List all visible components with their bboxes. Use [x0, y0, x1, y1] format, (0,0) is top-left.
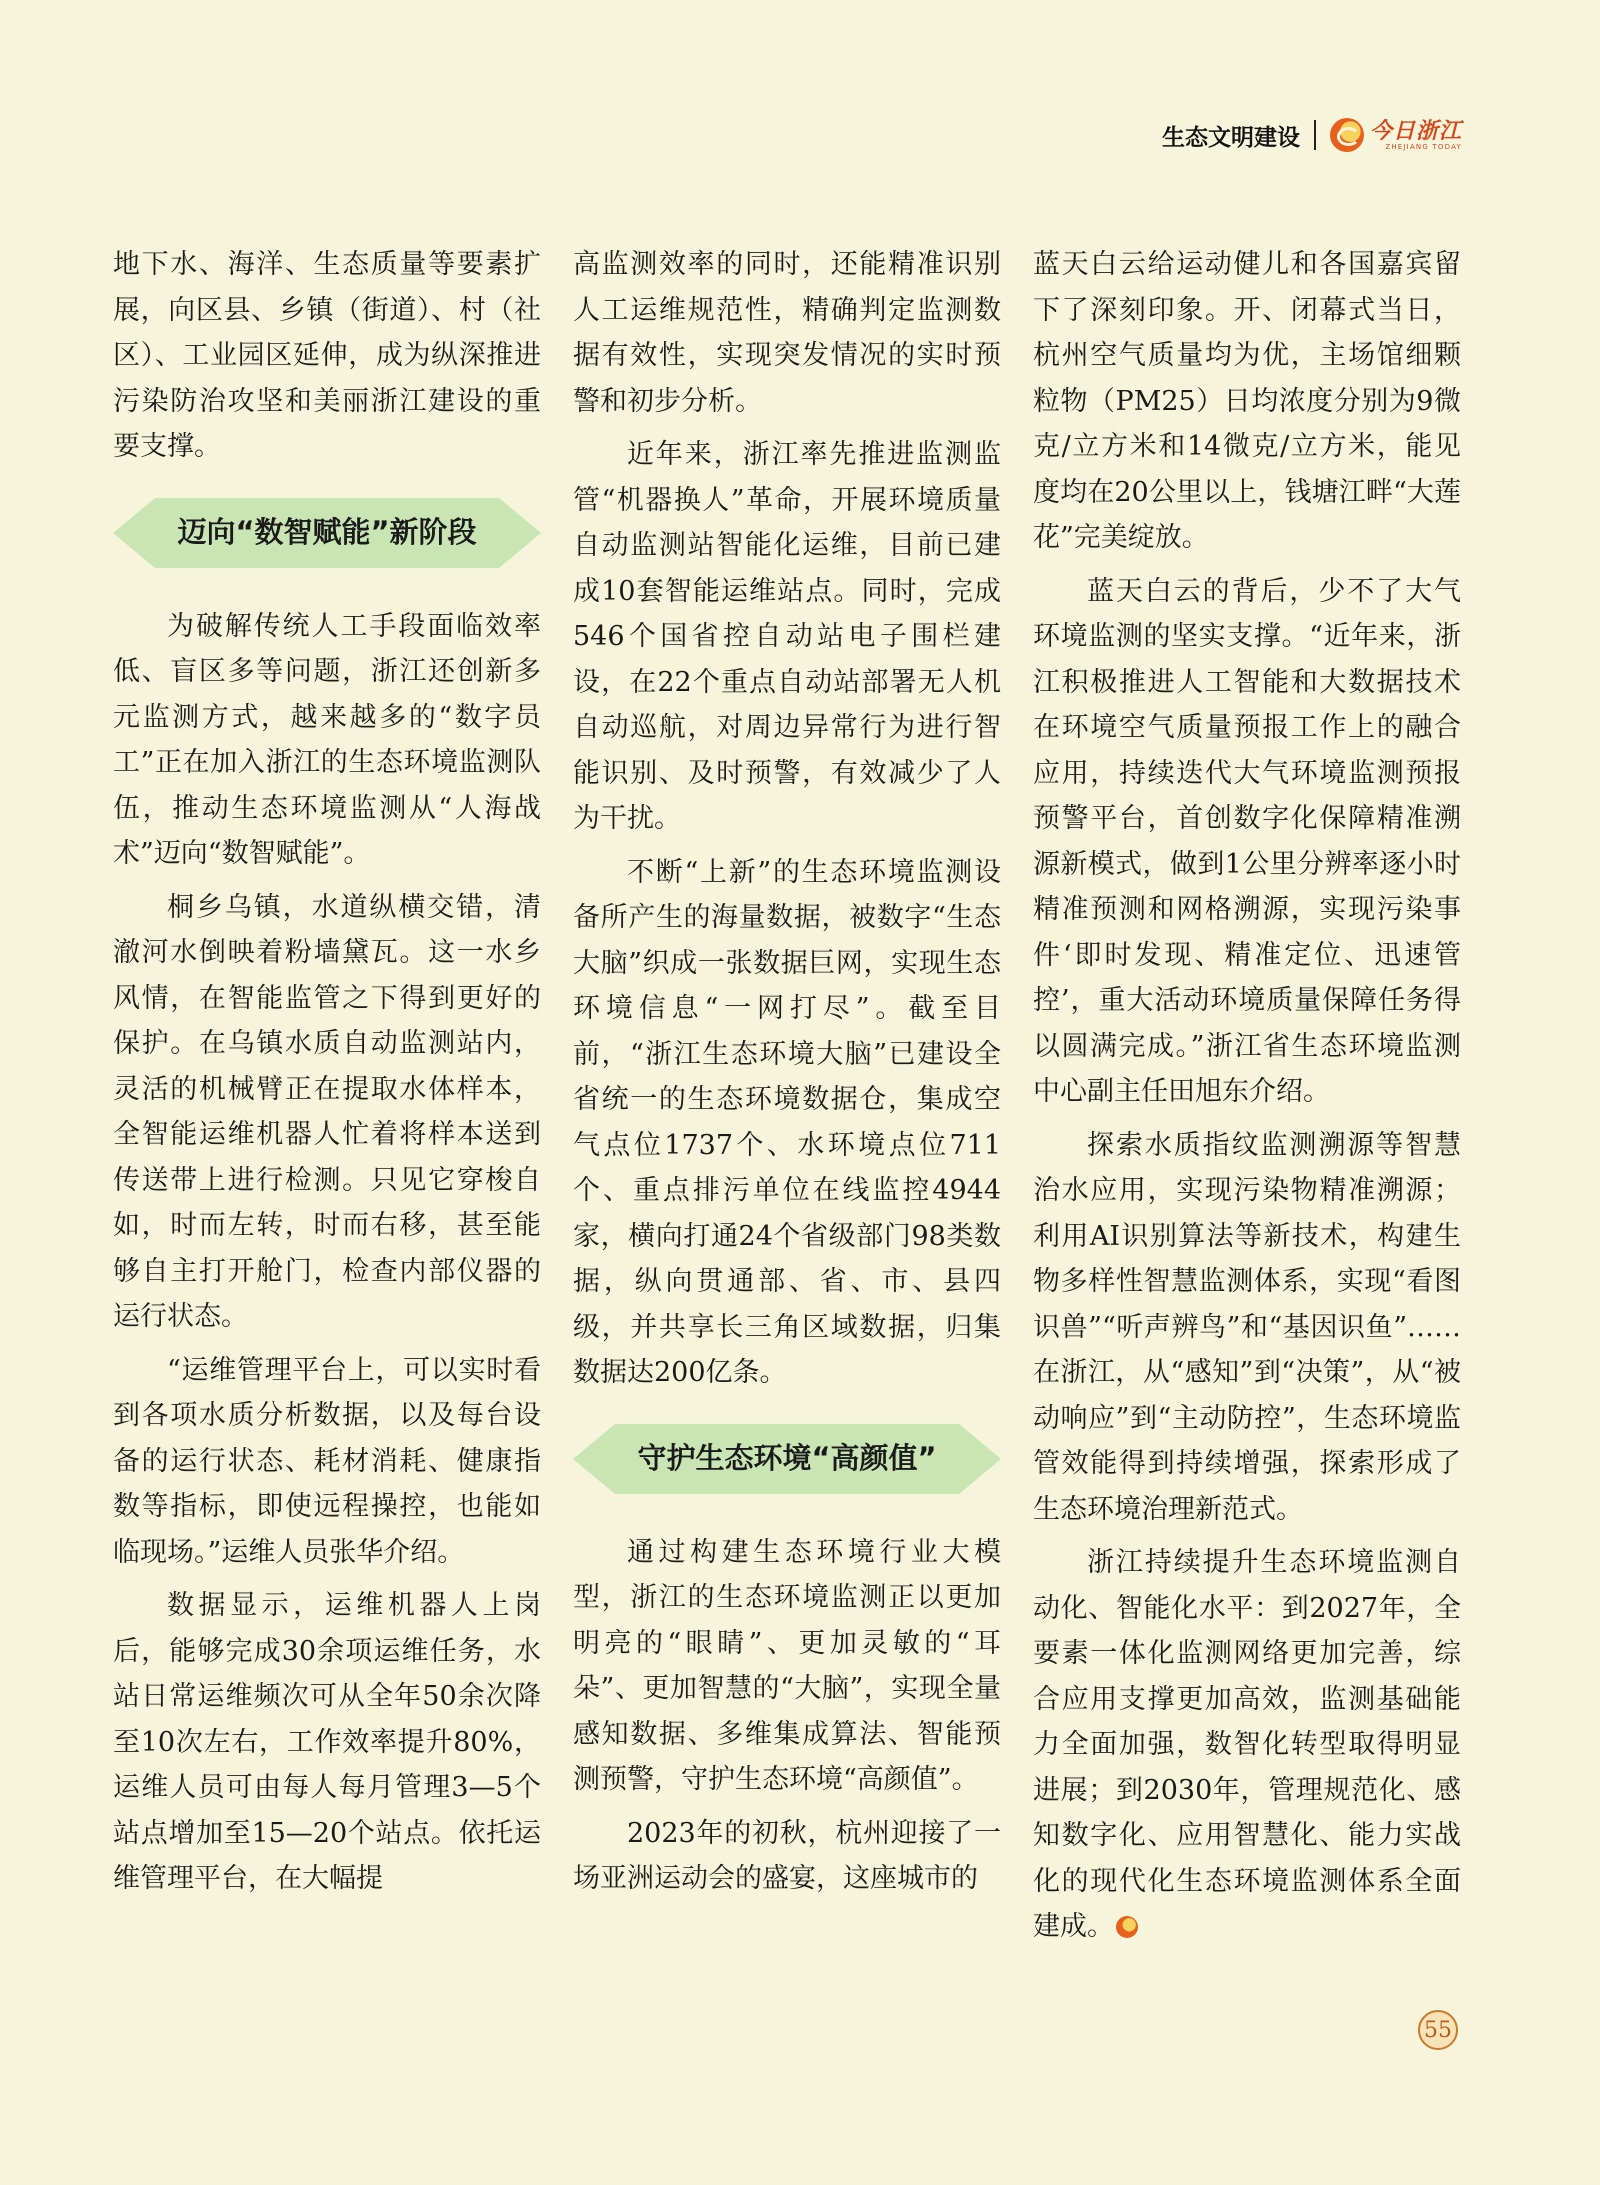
- section-name: 生态文明建设: [1161, 124, 1300, 151]
- paragraph: 近年来，浙江率先推进监测监管“机器换人”革命，开展环境质量自动监测站智能化运维，目前已建成10套智能运维站点。同时，完成546个国省控自动站电子围栏建设，在22个重点自动站部署无人机自动巡航，对周边异常行为进行智能识别、及时预警，有效减少了人为干扰。: [573, 439, 1001, 834]
- brand-name-english: ZHEJIANG TODAY: [1385, 142, 1462, 151]
- paragraph: [1033, 1540, 1461, 1950]
- page-header: [1162, 118, 1462, 152]
- paragraph: 地下水、海洋、生态质量等要素扩展，向区县、乡镇（街道）、村（社区）、工业园区延伸，成为纵深推进污染防治攻坚和美丽浙江建设的重要支撑。: [113, 249, 541, 462]
- paragraph: 蓝天白云的背后，少不了大气环境监测的坚实支撑。“近年来，浙江积极推进人工智能和大数据技术在环境空气质量预报工作上的融合应用，持续迭代大气环境监测预报预警平台，首创数字化保障精准溯源新模式，做到1公里分辨率逐小时精准预测和网格溯源，实现污染事件‘即时发现、精准定位、迅速管控’，重大活动环境质量保障任务得以圆满完成。”浙江省生态环境监测中心副主任田旭东介绍。: [1033, 575, 1461, 1107]
- paragraph: 高监测效率的同时，还能精准识别人工运维规范性，精确判定监测数据有效性，实现突发情况的实时预警和初步分析。: [573, 249, 1001, 417]
- paragraph: “运维管理平台上，可以实时看到各项水质分析数据，以及每台设备的运行状态、耗材消耗、健康指数等指标，即使远程操控，也能如临现场。”运维人员张华介绍。: [113, 1354, 541, 1568]
- paragraph: 不断“上新”的生态环境监测设备所产生的海量数据，被数字“生态大脑”织成一张数据巨网，实现生态环境信息“一网打尽”。截至目前，“浙江生态环境大脑”已建设全省统一的生态环境数据仓，集成空气点位1737个、水环境点位711个、重点排污单位在线监控4944家，横向打通24个省级部门98类数据，纵向贯通部、省、市、县四级，并共享长三角区域数据，归集数据达200亿条。: [573, 856, 1001, 1388]
- paragraph: 为破解传统人工手段面临效率低、盲区多等问题，浙江还创新多元监测方式，越来越多的“数字员工”正在加入浙江的生态环境监测队伍，推动生态环境监测从“人海战术”迈向“数智赋能”。: [113, 610, 541, 869]
- paragraph: 数据显示，运维机器人上岗后，能够完成30余项运维任务，水站日常运维频次可从全年50余次降至10次左右，工作效率提升80%，运维人员可由每人每月管理3—5个站点增加至15—20个站点。依托运维管理平台，在大幅提: [113, 1590, 541, 1894]
- end-mark-icon: [1116, 1916, 1138, 1938]
- section-heading: 迈向“数智赋能”新阶段: [177, 514, 477, 549]
- paragraph: 探索水质指纹监测溯源等智慧治水应用，实现污染物精准溯源；利用AI识别算法等新技术，构建生物多样性智慧监测体系，实现“看图识兽”“听声辨鸟”和“基因识鱼”……在浙江，从“感知”到“决策”，从“被动响应”到“主动防控”，生态环境监管效能得到持续增强，探索形成了生态环境治理新范式。: [1033, 1129, 1461, 1525]
- paragraph: 桐乡乌镇，水道纵横交错，清澈河水倒映着粉墙黛瓦。这一水乡风情，在智能监管之下得到更好的保护。在乌镇水质自动监测站内，灵活的机械臂正在提取水体样本，全智能运维机器人忙着将样本送到传送带上进行检测。只见它穿梭自如，时而左转，时而右移，甚至能够自主打开舱门，检查内部仪器的运行状态。: [113, 891, 541, 1332]
- page-number: 55: [1418, 2010, 1458, 2050]
- header-divider: [1314, 120, 1316, 150]
- paragraph: 通过构建生态环境行业大模型，浙江的生态环境监测正以更加明亮的“眼睛”、更加灵敏的“耳朵”、更加智慧的“大脑”，实现全量感知数据、多维集成算法、智能预测预警，守护生态环境“高颜值”。: [573, 1536, 1001, 1795]
- article-column-2: [573, 242, 1001, 1902]
- article-column-1: [113, 242, 541, 1902]
- section-heading-banner: [113, 498, 541, 568]
- paragraph-text: 浙江持续提升生态环境监测自动化、智能化水平：到2027年，全要素一体化监测网络更加完善，综合应用支撑更加高效，监测基础能力全面加强，数智化转型取得明显进展；到2030年，管理规范化、感知数字化、应用智慧化、能力实战化的现代化生态环境监测体系全面建成。: [1033, 1547, 1461, 1942]
- section-heading-banner: [573, 1424, 1001, 1494]
- zhejiang-today-logo-icon: [1330, 118, 1364, 152]
- brand-logo: [1330, 118, 1462, 152]
- paragraph: 2023年的初秋，杭州迎接了一场亚洲运动会的盛宴，这座城市的: [573, 1817, 1001, 1894]
- brand-name: 今日浙江: [1369, 117, 1462, 144]
- article-column-3: [1033, 242, 1461, 1950]
- paragraph: 蓝天白云给运动健儿和各国嘉宾留下了深刻印象。开、闭幕式当日，杭州空气质量均为优，主场馆细颗粒物（PM25）日均浓度分别为9微克/立方米和14微克/立方米，能见度均在20公里以上，钱塘江畔“大莲花”完美绽放。: [1033, 249, 1461, 553]
- section-heading: 守护生态环境“高颜值”: [637, 1440, 937, 1475]
